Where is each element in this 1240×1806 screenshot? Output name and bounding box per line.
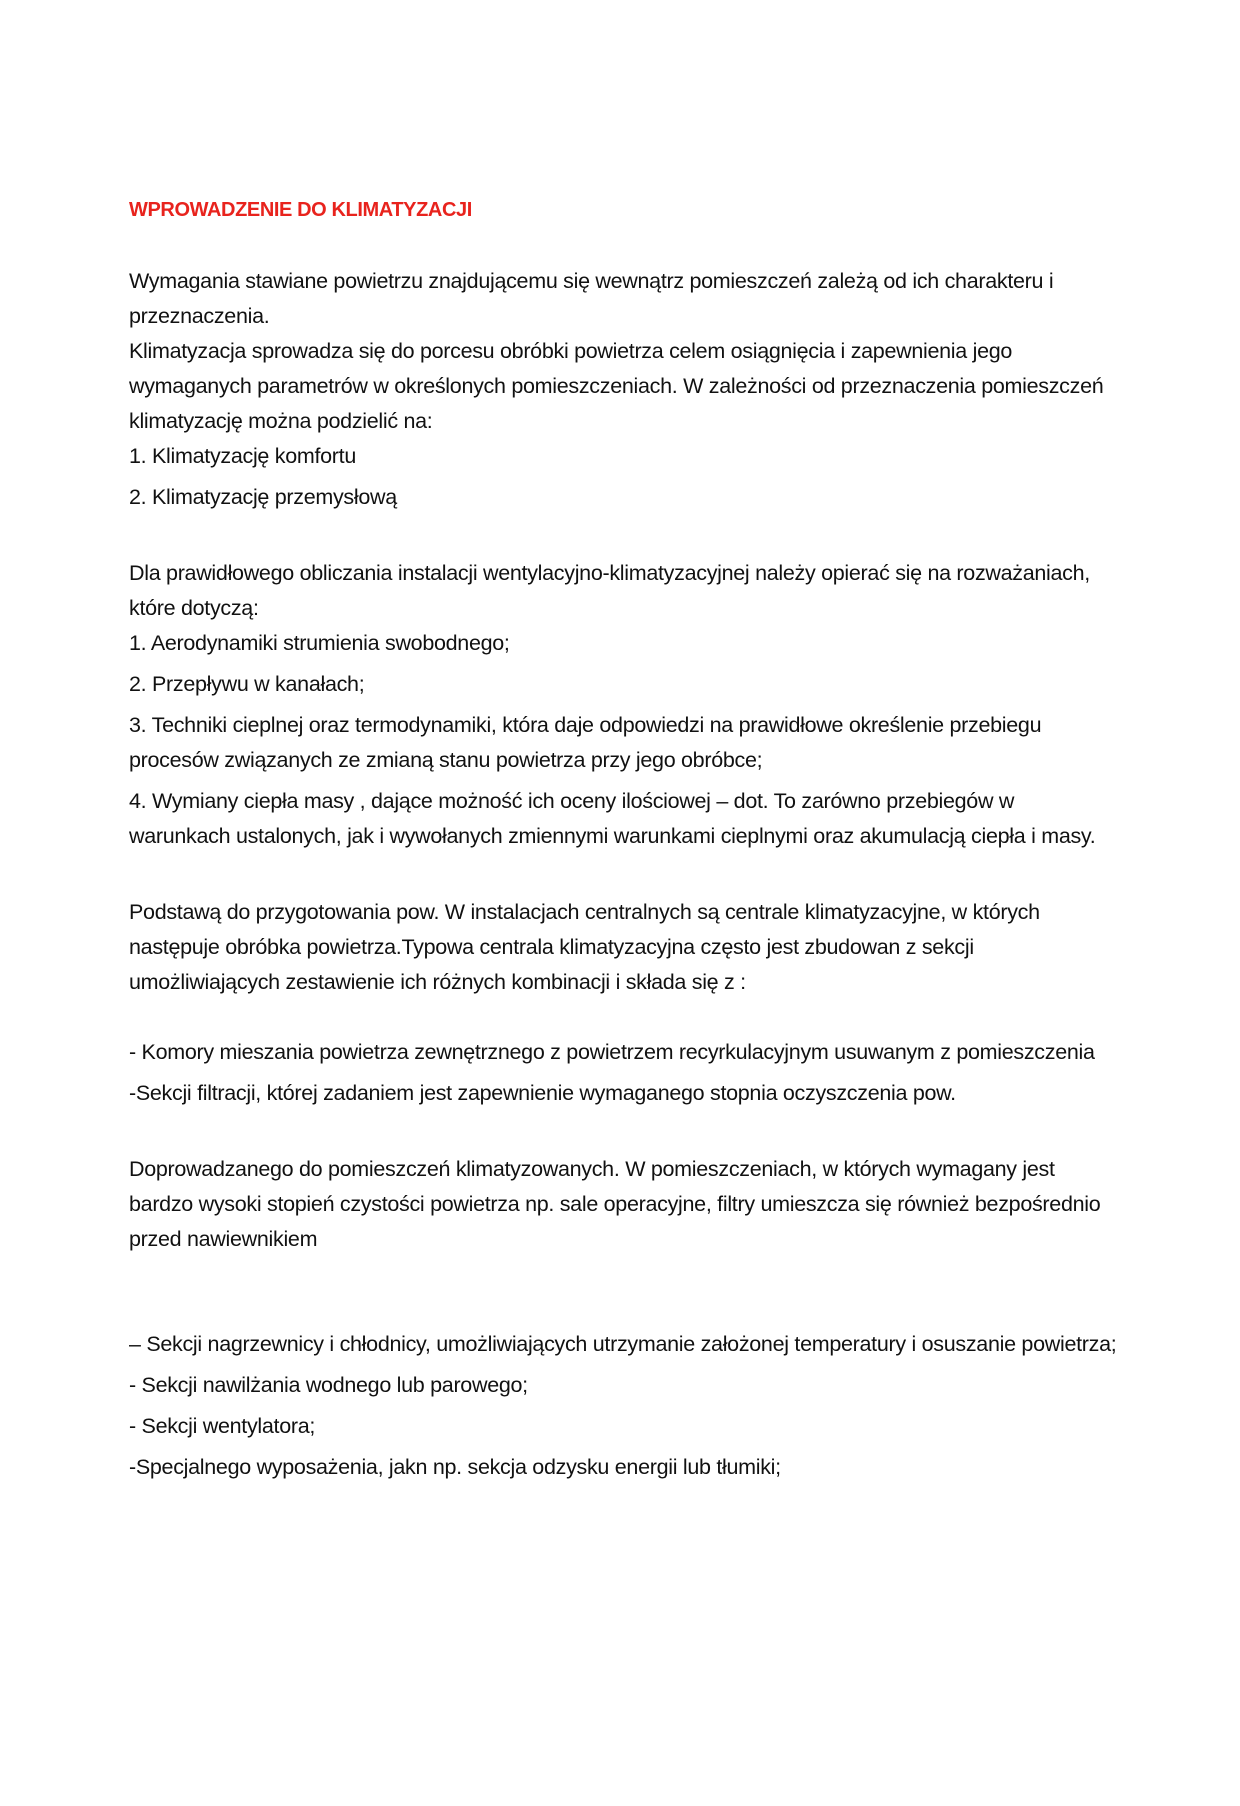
list-item: 1. Klimatyzację komfortu [129,444,356,468]
list-item: 1. Aerodynamiki strumienia swobodnego; [129,631,510,655]
list-item: 2. Klimatyzację przemysłową [129,485,397,509]
list-item: 4. Wymiany ciepła masy , dające możność ich oceny ilościowej – dot. To zarówno przebiegów w warunkach ustalonych, jak i wywołanych zmiennymi warunkami cieplnymi oraz akumulacją ciepła i masy. [129,789,1096,848]
supply-paragraph: Doprowadzanego do pomieszczeń klimatyzowanych. W pomieszczeniach, w których wymagany jest bardzo wysoki stopień czystości powietrza np. sale operacyjne, filtry umieszcza się również bezpośrednio przed nawiewnikiem [129,1157,1101,1251]
list-item: -Sekcji filtracji, której zadaniem jest zapewnienie wymaganego stopnia oczyszczenia pow. [129,1081,956,1105]
spacer [129,521,1119,556]
list-item: - Sekcji wentylatora; [129,1414,316,1438]
spacer [129,1257,1119,1327]
list-item: - Sekcji nawilżania wodnego lub parowego; [129,1373,528,1397]
list-item: - Komory mieszania powietrza zewnętrznego z powietrzem recyrkulacyjnym usuwanym z pomieszczenia [129,1040,1095,1064]
list-item: 3. Techniki cieplnej oraz termodynamiki, która daje odpowiedzi na prawidłowe określenie przebiegu procesów związanych ze zmianą stanu powietrza przy jego obróbce; [129,713,1042,772]
intro-paragraph-1: Wymagania stawiane powietrzu znajdującemu się wewnątrz pomieszczeń zależą od ich charakteru i przeznaczenia. [129,269,1054,328]
spacer [129,1117,1119,1152]
spacer [129,860,1119,895]
central-paragraph: Podstawą do przygotowania pow. W instalacjach centralnych są centrale klimatyzacyjne, w których następuje obróbka powietrza.Typowa centrala klimatyzacyjna często jest zbudowan z sekcji umożliwiających zestawienie ich różnych kombinacji i składa się z : [129,900,1040,994]
document-content [129,196,1119,1491]
spacer [129,1000,1119,1035]
list-item: -Specjalnego wyposażenia, jakn np. sekcja odzysku energii lub tłumiki; [129,1455,781,1479]
list-item: – Sekcji nagrzewnicy i chłodnicy, umożliwiających utrzymanie założonej temperatury i osuszanie powietrza; [129,1332,1117,1356]
document-title: WPROWADZENIE DO KLIMATYZACJI [129,199,472,221]
calc-paragraph: Dla prawidłowego obliczania instalacji wentylacyjno-klimatyzacyjnej należy opierać się na rozważaniach, które dotyczą: [129,561,1090,620]
list-item: 2. Przepływu w kanałach; [129,672,365,696]
intro-paragraph-2: Klimatyzacja sprowadza się do porcesu obróbki powietrza celem osiągnięcia i zapewnienia jego wymaganych parametrów w określonych pomieszczeniach. W zależności od przeznaczenia pomieszczeń klimatyzację można podzielić na: [129,339,1104,433]
